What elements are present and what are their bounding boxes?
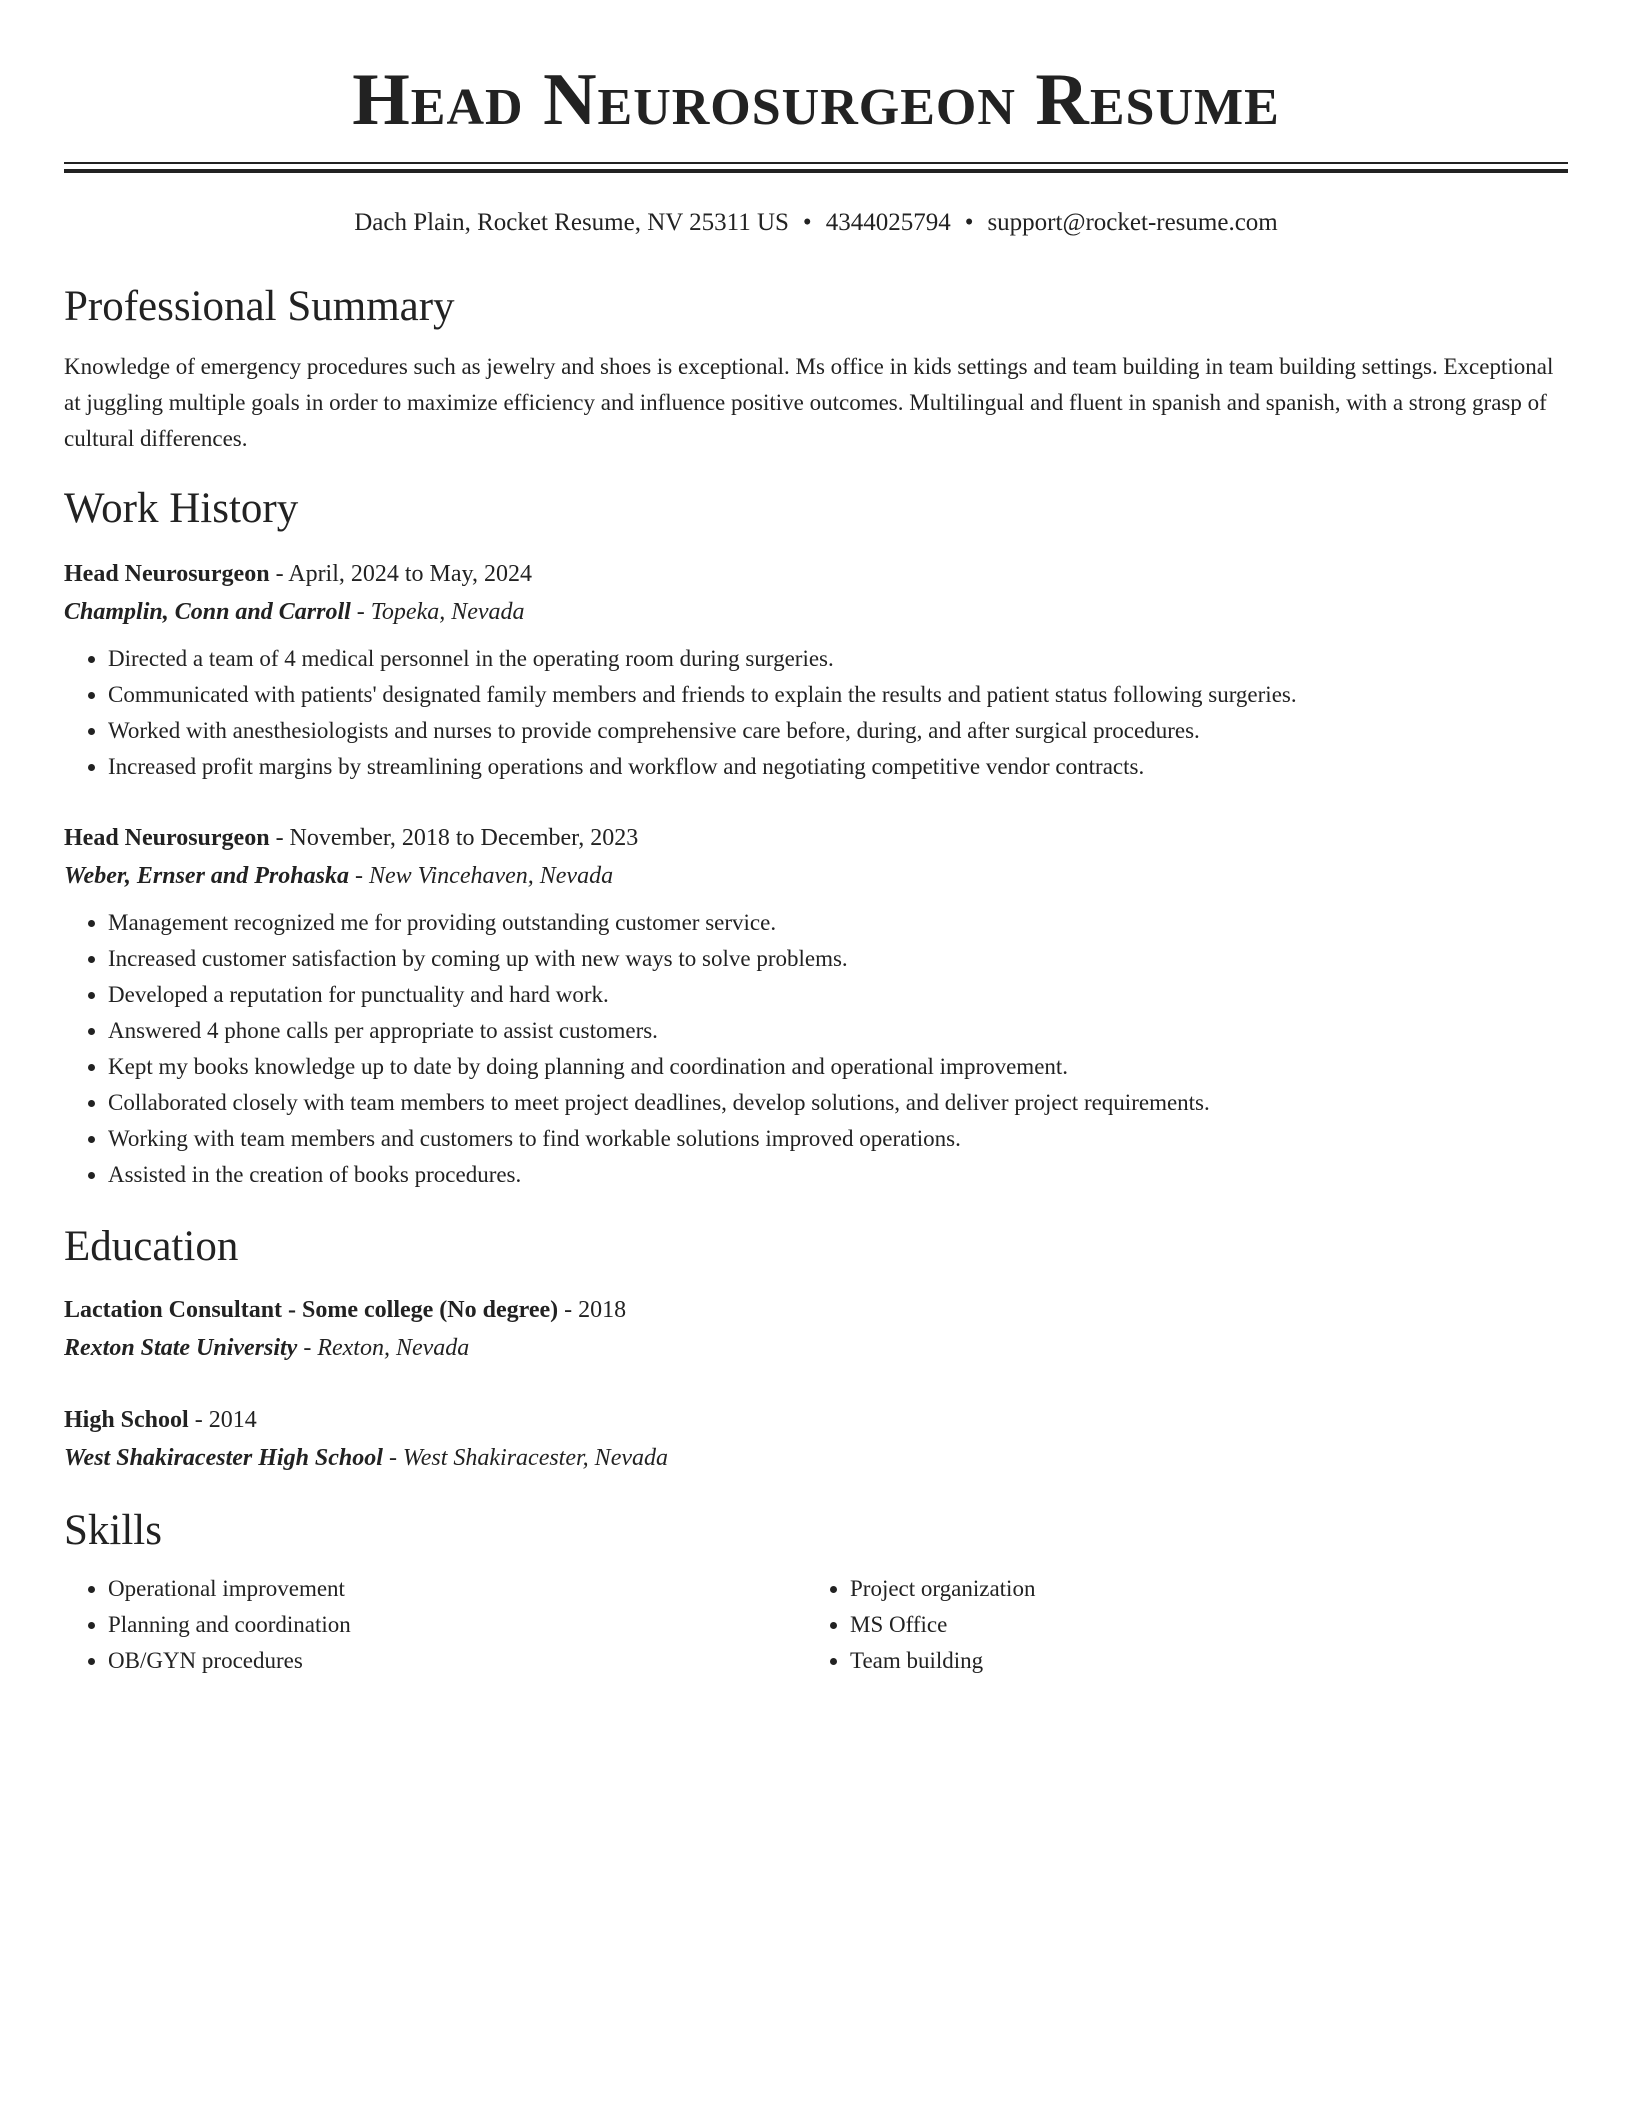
education-degree: Lactation Consultant - Some college (No degree)	[64, 1297, 559, 1323]
education-degree-line	[64, 1291, 1568, 1329]
contact-phone: 4344025794	[825, 209, 951, 236]
education-school-line	[64, 1439, 1568, 1477]
list-item: • Kept my books knowledge up to date by doing planning and coordination and operational improvement.	[108, 1049, 1568, 1085]
skills-list	[64, 1571, 1568, 1679]
list-item: • Assisted in the creation of books procedures.	[108, 1157, 1568, 1193]
skill-item: • Operational improvement	[108, 1571, 806, 1607]
contact-separator: •	[802, 209, 812, 236]
job-location: - New Vincehaven, Nevada	[348, 863, 614, 889]
list-item: • Answered 4 phone calls per appropriate to assist customers.	[108, 1013, 1568, 1049]
job-role: Head Neurosurgeon	[64, 561, 270, 587]
list-item: • Increased customer satisfaction by coming up with new ways to solve problems.	[108, 941, 1568, 977]
list-item: • Communicated with patients' designated family members and friends to explain the results and patient status following surgeries.	[108, 677, 1568, 713]
skill-item: • Project organization	[850, 1571, 1568, 1607]
job-dates: - April, 2024 to May, 2024	[269, 561, 532, 587]
list-item: • Collaborated closely with team members to meet project deadlines, develop solutions, and deliver project requirements.	[108, 1085, 1568, 1121]
education-location: - West Shakiracester, Nevada	[382, 1445, 668, 1471]
job-company: Champlin, Conn and Carroll	[64, 599, 351, 625]
summary-text: Knowledge of emergency procedures such as jewelry and shoes is exceptional. Ms office in kids settings and team building in team building settings. Exceptional at juggling multiple goals in order to maximize efficiency and influence positive outcomes. Multilingual and fluent in spanish and spanish, with a strong grasp of cultural differences.	[64, 354, 1554, 451]
job-bullets	[64, 905, 1568, 1193]
summary-heading: Professional Summary	[64, 283, 455, 330]
job-dates: - November, 2018 to December, 2023	[269, 825, 639, 851]
education-year: - 2018	[558, 1297, 627, 1323]
job-company: Weber, Ernser and Prohaska	[64, 863, 349, 889]
skill-item: • Team building	[850, 1643, 1568, 1679]
job-company-line	[64, 593, 1568, 631]
skills-heading: Skills	[64, 1507, 162, 1554]
education-year: - 2014	[188, 1407, 257, 1433]
job-bullets	[64, 641, 1568, 785]
job-role-line	[64, 819, 1568, 857]
job-role: Head Neurosurgeon	[64, 825, 270, 851]
job-location: - Topeka, Nevada	[350, 599, 525, 625]
job-company-line	[64, 857, 1568, 895]
skills-column-left	[64, 1571, 806, 1679]
skill-item: • MS Office	[850, 1607, 1568, 1643]
education-entry	[64, 1291, 1568, 1367]
contact-email: support@rocket-resume.com	[987, 209, 1278, 236]
list-item: • Developed a reputation for punctuality and hard work.	[108, 977, 1568, 1013]
education-school-line	[64, 1329, 1568, 1367]
education-location: - Rexton, Nevada	[297, 1335, 470, 1361]
skills-column-right	[806, 1571, 1568, 1679]
contact-address: Dach Plain, Rocket Resume, NV 25311 US	[354, 209, 789, 236]
education-entry	[64, 1401, 1568, 1477]
list-item: • Directed a team of 4 medical personnel in the operating room during surgeries.	[108, 641, 1568, 677]
job-entry	[64, 555, 1568, 785]
contact-separator: •	[964, 209, 974, 236]
page-title: Head Neurosurgeon Resume	[352, 59, 1280, 141]
job-role-line	[64, 555, 1568, 593]
list-item: • Worked with anesthesiologists and nurses to provide comprehensive care before, during, and after surgical procedures.	[108, 713, 1568, 749]
education-degree-line	[64, 1401, 1568, 1439]
contact-line	[64, 207, 1568, 239]
list-item: • Management recognized me for providing outstanding customer service.	[108, 905, 1568, 941]
work-history-heading: Work History	[64, 485, 299, 532]
education-degree: High School	[64, 1407, 189, 1433]
education-school: Rexton State University	[64, 1335, 298, 1361]
skill-item: • OB/GYN procedures	[108, 1643, 806, 1679]
list-item: • Increased profit margins by streamlining operations and workflow and negotiating competitive vendor contracts.	[108, 749, 1568, 785]
list-item: • Working with team members and customers to find workable solutions improved operations.	[108, 1121, 1568, 1157]
skill-item: • Planning and coordination	[108, 1607, 806, 1643]
title-divider	[64, 162, 1568, 173]
job-entry	[64, 819, 1568, 1193]
education-heading: Education	[64, 1223, 239, 1270]
education-school: West Shakiracester High School	[64, 1445, 383, 1471]
